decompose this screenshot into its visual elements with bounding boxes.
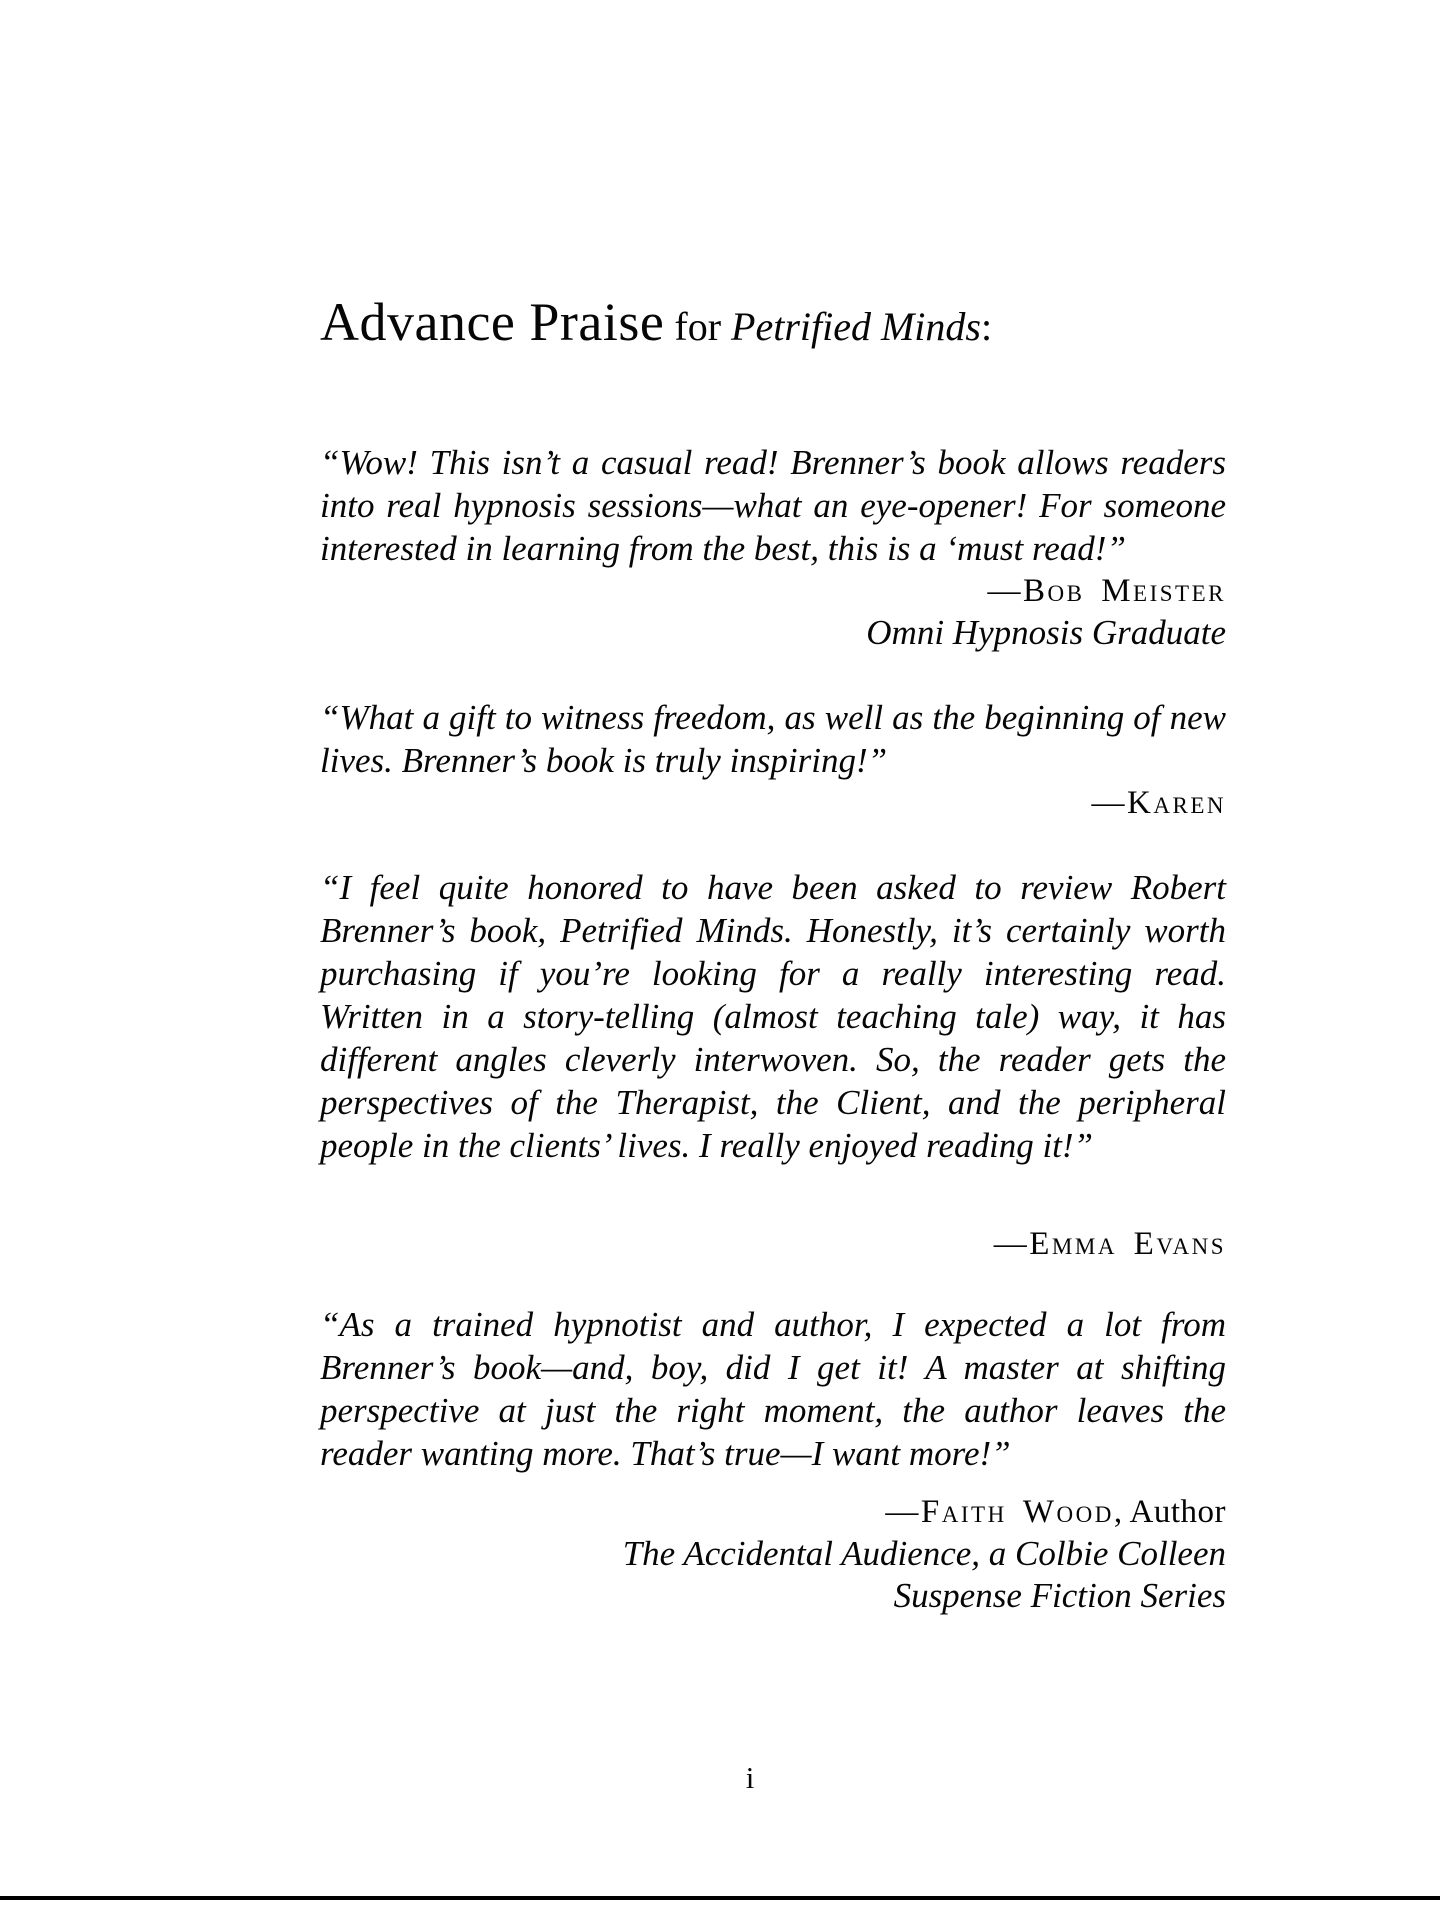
title-connector: for xyxy=(664,304,732,349)
quote-text: “What a gift to witness freedom, as well as the beginning of new lives. Brenner’s book is truly inspiring!” xyxy=(320,698,1226,780)
quote-block-2 xyxy=(320,696,1226,824)
attribution-name: —Bob Meister xyxy=(987,573,1226,609)
quote-text: “I feel quite honored to have been asked to review Robert Brenner’s book, Petrified Minds. Honestly, it’s certainly worth purchasing if you’re looking for a really interesting read. Written in a story-telling (almost teaching tale) way, it has different angles cleverly interwoven. So, the reader gets the perspectives of the Therapist, the Client, and the peripheral people in the clients’ lives. I really enjoyed reading it!” xyxy=(320,868,1226,1165)
attribution-detail: The Accidental Audience, a Colbie Colleen xyxy=(622,1534,1226,1573)
attribution-name: —Faith Wood xyxy=(885,1494,1114,1530)
bottom-divider-rule xyxy=(0,1896,1440,1900)
title-main: Advance Praise xyxy=(320,292,665,352)
attribution xyxy=(320,570,1226,612)
attribution xyxy=(320,782,1226,824)
attribution xyxy=(320,1491,1226,1533)
page-content xyxy=(320,292,1226,1617)
quote-text: “Wow! This isn’t a casual read! Brenner’s book allows readers into real hypnosis sessions—what an eye-opener! For someone interested in learning from the best, this is a ‘must read!” xyxy=(320,443,1226,568)
title-book-name: Petrified Minds xyxy=(731,304,981,349)
quote-block-3 xyxy=(320,866,1226,1265)
attribution-detail: Omni Hypnosis Graduate xyxy=(866,613,1226,652)
quote-text: “As a trained hypnotist and author, I expected a lot from Brenner’s book—and, boy, did I get it! A master at shifting perspective at just the right moment, the author leaves the reader wanting more. That’s true—I want more!” xyxy=(320,1305,1226,1473)
attribution-detail: Suspense Fiction Series xyxy=(893,1576,1226,1615)
attribution-name: —Emma Evans xyxy=(993,1226,1226,1262)
title-colon: : xyxy=(980,304,993,349)
quote-block-4 xyxy=(320,1303,1226,1617)
attribution-suffix: , Author xyxy=(1113,1494,1226,1530)
quote-block-1 xyxy=(320,441,1226,654)
attribution-name: —Karen xyxy=(1091,785,1226,821)
page-number: i xyxy=(745,1760,755,1795)
page-title xyxy=(320,292,1226,357)
attribution xyxy=(320,1223,1226,1265)
